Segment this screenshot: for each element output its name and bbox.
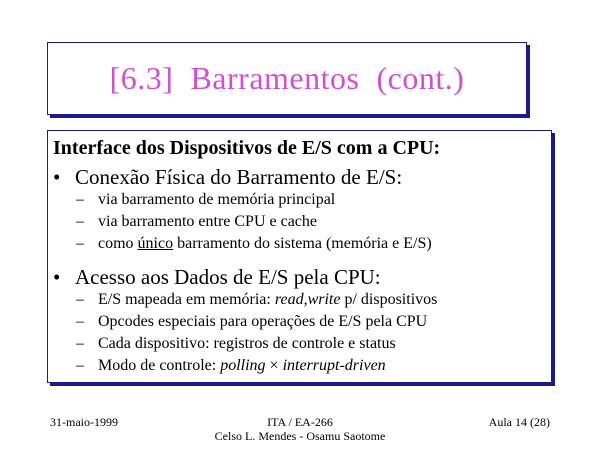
bullet-physical-connection xyxy=(53,165,402,190)
list-item-text: Cada dispositivo: registros de controle e status xyxy=(98,335,396,352)
dash-icon: – xyxy=(76,291,84,308)
list-item xyxy=(76,211,432,233)
content-box xyxy=(47,130,552,383)
list-item xyxy=(76,189,432,211)
dash-icon: – xyxy=(76,235,84,252)
list-item-text: via barramento entre CPU e cache xyxy=(98,213,318,230)
slide-title: [6.3] Barramentos (cont.) xyxy=(109,60,465,96)
footer-date: 31-maio-1999 xyxy=(50,415,118,429)
list-item xyxy=(76,311,437,333)
list-item xyxy=(76,289,437,311)
list-item-text-pre: E/S mapeada em memória: xyxy=(98,291,275,308)
italic-term: read,write xyxy=(274,291,341,308)
bullet-data-access xyxy=(53,265,381,290)
list-item-text-pre: Modo de controle: xyxy=(98,357,221,374)
list-item-text-post: barramento do sistema (memória e E/S) xyxy=(173,235,432,252)
title-box xyxy=(47,42,527,115)
list-item xyxy=(76,333,437,355)
list-item xyxy=(76,233,432,255)
list-item-text: Opcodes especiais para operações de E/S pela CPU xyxy=(98,313,428,330)
sub-list-connection xyxy=(76,189,432,255)
footer-page: Aula 14 (28) xyxy=(488,415,550,429)
bullet-text: Acesso aos Dados de E/S pela CPU: xyxy=(75,265,381,289)
dash-icon: – xyxy=(76,335,84,352)
bullet-icon: • xyxy=(53,165,61,189)
footer-course-code: ITA / EA-266 xyxy=(267,415,333,429)
bullet-text: Conexão Física do Barramento de E/S: xyxy=(75,165,403,189)
underlined-word: único xyxy=(137,235,174,252)
list-item-text-pre: como xyxy=(98,235,138,252)
italic-term: interrupt-driven xyxy=(282,357,386,374)
list-item-text-post: p/ dispositivos xyxy=(340,291,438,308)
sub-list-access xyxy=(76,289,437,377)
section-heading: Interface dos Dispositivos de E/S com a CPU: xyxy=(53,137,441,159)
dash-icon: – xyxy=(76,313,84,330)
list-item-text: via barramento de memória principal xyxy=(98,191,336,208)
italic-term: polling xyxy=(220,357,266,374)
list-item xyxy=(76,355,437,377)
dash-icon: – xyxy=(76,357,84,374)
footer-authors: Celso L. Mendes - Osamu Saotome xyxy=(214,429,386,443)
dash-icon: – xyxy=(76,213,84,230)
times-separator: × xyxy=(265,357,283,374)
bullet-icon: • xyxy=(53,265,61,289)
dash-icon: – xyxy=(76,191,84,208)
